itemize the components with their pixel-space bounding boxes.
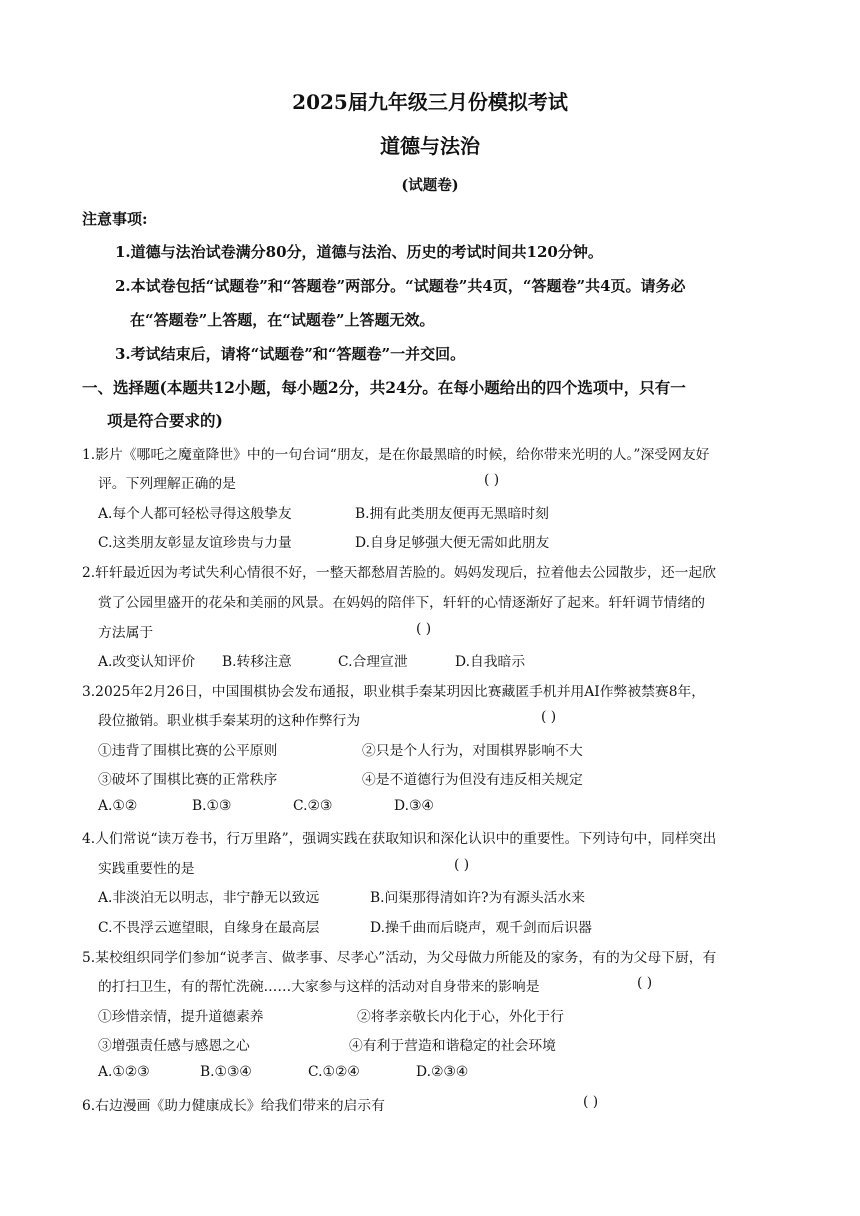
option: B.①③ <box>192 798 232 814</box>
question-stem: 3.2025年2月26日，中国围棋协会发布通报，职业棋手秦某玥因比赛藏匿手机并用AI作弊被禁赛8年， <box>82 684 706 700</box>
statement: ③增强责任感与感恩之心 <box>98 1038 250 1054</box>
option: D.③④ <box>394 798 434 814</box>
answer-blank: ( ) <box>484 472 500 488</box>
paper-type: (试题卷) <box>401 177 459 194</box>
question-stem: 评。下列理解正确的是 <box>98 476 236 492</box>
notice-item: 2.本试卷包括“试题卷”和“答题卷”两部分。“试题卷”共4页，“答题卷”共4页。请务必 <box>115 277 686 295</box>
statement: ④是不道德行为但没有违反相关规定 <box>362 772 583 788</box>
option: B.①③④ <box>200 1064 252 1080</box>
option: B.拥有此类朋友便再无黑暗时刻 <box>355 506 549 522</box>
option: A.①②③ <box>98 1064 150 1080</box>
answer-blank: ( ) <box>583 1094 599 1110</box>
notice-item: 在“答题卷”上答题，在“试题卷”上答题无效。 <box>130 311 435 329</box>
answer-blank: ( ) <box>541 709 557 725</box>
answer-blank: ( ) <box>454 857 470 873</box>
exam-title: 2025届九年级三月份模拟考试 <box>292 90 568 114</box>
question-stem: 实践重要性的是 <box>98 861 195 877</box>
question-stem: 1.影片《哪吒之魔童降世》中的一句台词“朋友，是在你最黑暗的时候，给你带来光明的人。”深受网友好 <box>82 447 710 463</box>
notice-item: 3.考试结束后，请将“试题卷”和“答题卷”一并交回。 <box>115 345 466 363</box>
question-stem: 4.人们常说“读万卷书，行万里路”，强调实践在获取知识和深化认识中的重要性。下列诗句中，同样突出 <box>82 831 717 847</box>
notice-heading: 注意事项: <box>82 210 148 228</box>
question-stem: 5.某校组织同学们参加“说孝言、做孝事、尽孝心”活动，为父母做力所能及的家务，有的为父母下厨，有 <box>82 950 717 966</box>
statement: ②将孝亲敬长内化于心，外化于行 <box>357 1009 564 1025</box>
option: A.每个人都可轻松寻得这般挚友 <box>98 506 292 522</box>
question-stem: 6.右边漫画《助力健康成长》给我们带来的启示有 <box>82 1098 385 1114</box>
question-stem: 方法属于 <box>98 625 154 641</box>
option: C.①②④ <box>308 1064 360 1080</box>
statement: ①违背了围棋比赛的公平原则 <box>98 743 278 759</box>
option: B.问渠那得清如许?为有源头活水来 <box>370 890 586 906</box>
option: C.合理宣泄 <box>338 654 408 670</box>
statement: ④有利于营造和谐稳定的社会环境 <box>349 1038 556 1054</box>
notice-item: 1.道德与法治试卷满分80分，道德与法治、历史的考试时间共120分钟。 <box>115 243 603 261</box>
answer-blank: ( ) <box>637 975 653 991</box>
question-stem: 段位撤销。职业棋手秦某玥的这种作弊行为 <box>98 713 361 729</box>
option: D.②③④ <box>416 1064 469 1080</box>
option: B.转移注意 <box>222 654 292 670</box>
question-stem: 的打扫卫生，有的帮忙洗碗……大家参与这样的活动对自身带来的影响是 <box>98 979 540 995</box>
question-stem: 2.轩轩最近因为考试失利心情很不好，一整天都愁眉苦脸的。妈妈发现后，拉着他去公园散步，还一起欣 <box>82 565 717 581</box>
option: D.操千曲而后晓声，观千剑而后识器 <box>370 920 592 936</box>
option: C.这类朋友彰显友谊珍贵与力量 <box>98 535 292 551</box>
subject-title: 道德与法治 <box>380 134 480 158</box>
option: D.自身足够强大便无需如此朋友 <box>355 535 550 551</box>
statement: ③破坏了围棋比赛的正常秩序 <box>98 772 278 788</box>
option: A.改变认知评价 <box>98 654 196 670</box>
statement: ②只是个人行为，对围棋界影响不大 <box>362 743 583 759</box>
section-heading: 一、选择题(本题共12小题，每小题2分，共24分。在每小题给出的四个选项中，只有一 <box>82 378 686 397</box>
statement: ①珍惜亲情，提升道德素养 <box>98 1009 264 1025</box>
option: A.①② <box>98 798 138 814</box>
section-heading-cont: 项是符合要求的) <box>107 411 223 430</box>
option: D.自我暗示 <box>455 654 526 670</box>
answer-blank: ( ) <box>416 621 432 637</box>
option: C.不畏浮云遮望眼，自缘身在最高层 <box>98 920 320 936</box>
question-stem: 赏了公园里盛开的花朵和美丽的风景。在妈妈的陪伴下，轩轩的心情逐渐好了起来。轩轩调节情绪的 <box>98 595 706 611</box>
option: A.非淡泊无以明志，非宁静无以致远 <box>98 890 320 906</box>
option: C.②③ <box>293 798 333 814</box>
